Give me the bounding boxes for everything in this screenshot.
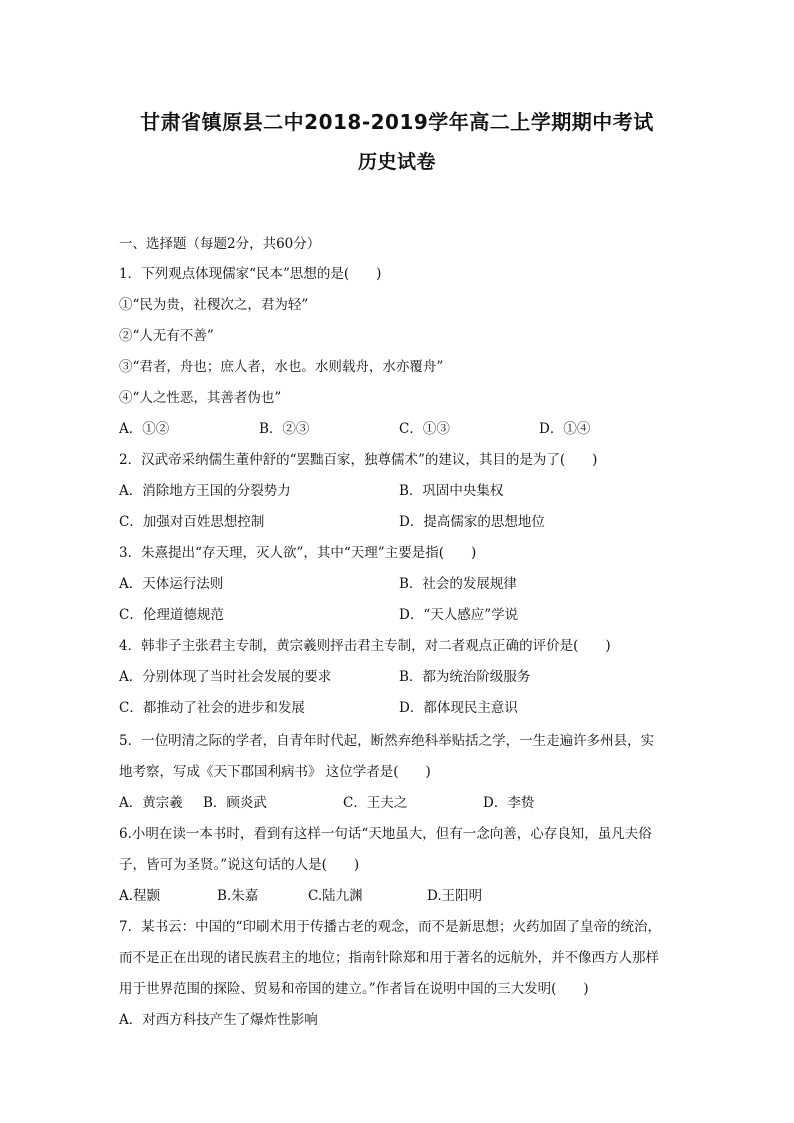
question-1-option-b: B．②③ (259, 421, 310, 437)
question-6-option-b: B.朱嘉 (217, 888, 259, 904)
question-2-option-d: D．提高儒家的思想地位 (399, 514, 545, 530)
question-4-stem: 4．韩非子主张君主专制，黄宗羲则抨击君主专制，对二者观点正确的评价是( ) (119, 638, 611, 654)
question-5-stem-cont: 地考察，写成《天下郡国利病书》 这位学者是( ) (119, 764, 431, 780)
question-7-stem-cont: 而不是正在出现的诸民族君主的地位；指南针除郑和用于著名的远航外，并不像西方人那样 (119, 950, 659, 966)
question-2-option-a: A．消除地方王国的分裂势力 (119, 483, 291, 499)
exam-subtitle: 历史试卷 (357, 151, 436, 173)
question-6-option-a: A.程颢 (119, 888, 161, 904)
question-3-stem: 3．朱熹提出“存天理，灭人欲”，其中“天理”主要是指( ) (119, 545, 477, 561)
exam-title: 甘肃省镇原县二中2018-2019学年高二上学期期中考试 (140, 110, 654, 134)
question-4-option-a: A．分别体现了当时社会发展的要求 (119, 669, 332, 685)
question-6-stem: 6.小明在读一本书时，看到有这样一句话“天地虽大，但有一念向善，心存良知，虽凡夫俗 (119, 826, 652, 842)
question-7-stem: 7．某书云：中国的“印刷术用于传播古老的观念，而不是新思想；火药加固了皇帝的统治， (119, 919, 661, 935)
question-5-option-c: C．王夫之 (343, 795, 408, 811)
question-1-stem: 1．下列观点体现儒家“民本”思想的是( ) (119, 266, 382, 282)
question-1-option-a: A．①② (119, 421, 170, 437)
question-1-item: ④“人之性恶，其善者伪也” (119, 390, 282, 406)
question-6-option-c: C.陆九渊 (308, 888, 363, 904)
question-5-option-a: A．黄宗羲 (119, 795, 183, 811)
question-3-option-c: C．伦理道德规范 (119, 607, 224, 623)
question-1-item: ③“君者，舟也；庶人者，水也。水则载舟，水亦覆舟” (119, 359, 444, 375)
question-3-option-d: D．“天人感应”学说 (399, 607, 519, 623)
question-5-option-d: D．李贽 (483, 795, 535, 811)
question-7-stem-cont: 用于世界范围的探险、贸易和帝国的建立。”作者旨在说明中国的三大发明( ) (119, 981, 589, 997)
question-2-option-c: C．加强对百姓思想控制 (119, 514, 265, 530)
question-4-option-d: D．都体现民主意识 (399, 700, 518, 716)
question-1-item: ①“民为贵，社稷次之，君为轻” (119, 297, 309, 313)
question-6-option-d: D.王阳明 (427, 888, 483, 904)
section-heading: 一、选择题（每题2分，共60分） (119, 236, 321, 252)
question-5-option-b: B．顾炎武 (203, 795, 267, 811)
question-5-stem: 5．一位明清之际的学者，自青年时代起，断然弃绝科举贴括之学，一生走遍许多州县，实 (119, 733, 655, 749)
question-3-option-a: A．天体运行法则 (119, 576, 224, 592)
question-1-option-d: D．①④ (539, 421, 591, 437)
question-3-option-b: B．社会的发展规律 (399, 576, 517, 592)
question-1-item: ②“人无有不善” (119, 328, 214, 344)
question-4-option-b: B．都为统治阶级服务 (399, 669, 531, 685)
question-6-stem-cont: 子，皆可为圣贤。”说这句话的人是( ) (119, 857, 360, 873)
question-4-option-c: C．都推动了社会的进步和发展 (119, 700, 305, 716)
question-2-stem: 2．汉武帝采纳儒生董仲舒的“罢黜百家，独尊儒术”的建议，其目的是为了( ) (119, 452, 598, 468)
question-1-option-c: C．①③ (399, 421, 450, 437)
question-2-option-b: B．巩固中央集权 (399, 483, 504, 499)
question-7-option-a: A．对西方科技产生了爆炸性影响 (119, 1012, 318, 1028)
